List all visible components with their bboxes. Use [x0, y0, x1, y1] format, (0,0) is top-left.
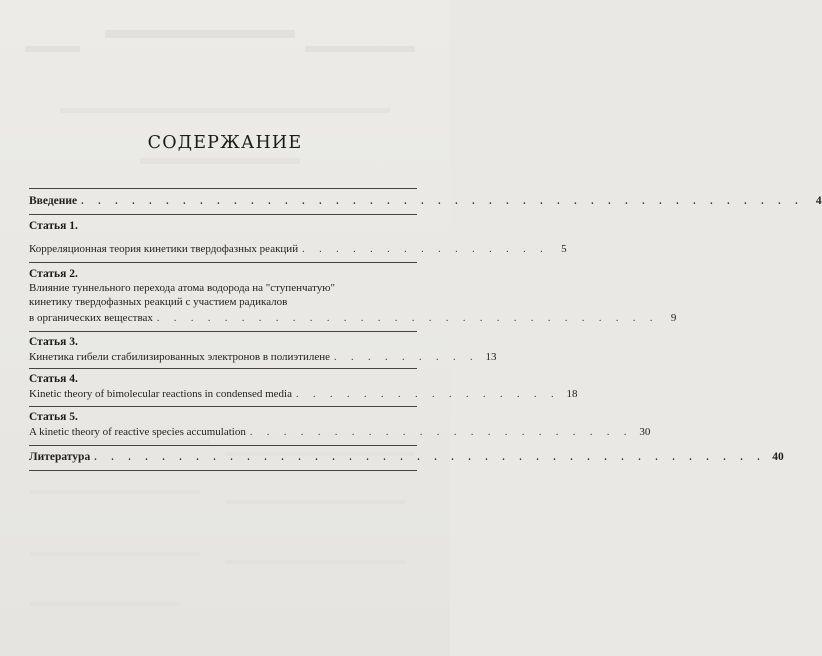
toc-entry-article-4[interactable]: [29, 369, 578, 406]
page-number: 13: [485, 351, 497, 363]
leader-dots: . . . . . . . . . . . . . . . . . . . . . . .: [249, 427, 633, 438]
leader-dots: . . . . . . . . .: [333, 352, 479, 363]
article-title: A kinetic theory of reactive species accumulation: [29, 426, 246, 438]
page-number: 4: [815, 195, 822, 207]
toc-entry-article-3[interactable]: [29, 332, 497, 368]
article-heading: Статья 3.: [29, 336, 78, 348]
leader-dots: . . . . . . . . . . . . . . . . . . . . . . . . . . . . . . . . . . . . . . . .: [94, 452, 766, 463]
show-through-block: [140, 158, 300, 164]
show-through-header: [105, 30, 295, 38]
show-through-block: [30, 602, 180, 606]
show-through-block: [225, 560, 405, 564]
show-through-block: [30, 490, 200, 494]
show-through-block: [60, 108, 390, 113]
page-number: 40: [772, 451, 784, 463]
page-number: 30: [639, 426, 651, 438]
show-through-block: [30, 552, 200, 556]
article-title: Kinetic theory of bimolecular reactions in condensed media: [29, 388, 292, 400]
page-title: СОДЕРЖАНИЕ: [147, 133, 303, 153]
article-title-line: в органических веществах: [29, 312, 153, 324]
article-title-line: Влияние туннельного перехода атома водорода на "ступенчатую": [29, 282, 335, 294]
toc-entry-article-1[interactable]: [29, 215, 567, 262]
show-through-subheader-left: [25, 46, 80, 52]
article-title: Корреляционная теория кинетики твердофазных реакций: [29, 243, 299, 255]
divider: [29, 470, 417, 471]
article-heading: Статья 1.: [29, 220, 78, 232]
toc-entry-article-5[interactable]: [29, 407, 651, 445]
show-through-subheader-right: [305, 46, 415, 52]
article-heading: Статья 5.: [29, 411, 78, 423]
leader-dots: . . . . . . . . . . . . . . . . . . . . . . . . . . . . . . . . . . . . . . . . . . .: [81, 196, 804, 207]
article-title: Кинетика гибели стабилизированных электронов в полиэтилене: [29, 351, 330, 363]
show-through-block: [225, 500, 405, 504]
leader-dots: . . . . . . . . . . . . . . . .: [296, 389, 560, 400]
page-number: 9: [670, 312, 677, 324]
article-heading: Статья 4.: [29, 373, 78, 385]
table-of-contents: [29, 188, 822, 471]
toc-entry-label: Литература: [29, 451, 91, 463]
toc-entry-article-2[interactable]: [29, 263, 677, 331]
leader-dots: . . . . . . . . . . . . . . . . . . . . . . . . . . . . . .: [156, 313, 659, 324]
toc-entry-intro[interactable]: [29, 189, 822, 214]
toc-entry-label: Введение: [29, 195, 78, 207]
leader-dots: . . . . . . . . . . . . . . .: [302, 244, 549, 255]
article-heading: Статья 2.: [29, 268, 78, 280]
page-number: 18: [566, 388, 578, 400]
page-number: 5: [561, 243, 567, 255]
toc-entry-literature[interactable]: [29, 446, 784, 470]
article-title-line: кинетику твердофазных реакций с участием радикалов: [29, 295, 288, 308]
